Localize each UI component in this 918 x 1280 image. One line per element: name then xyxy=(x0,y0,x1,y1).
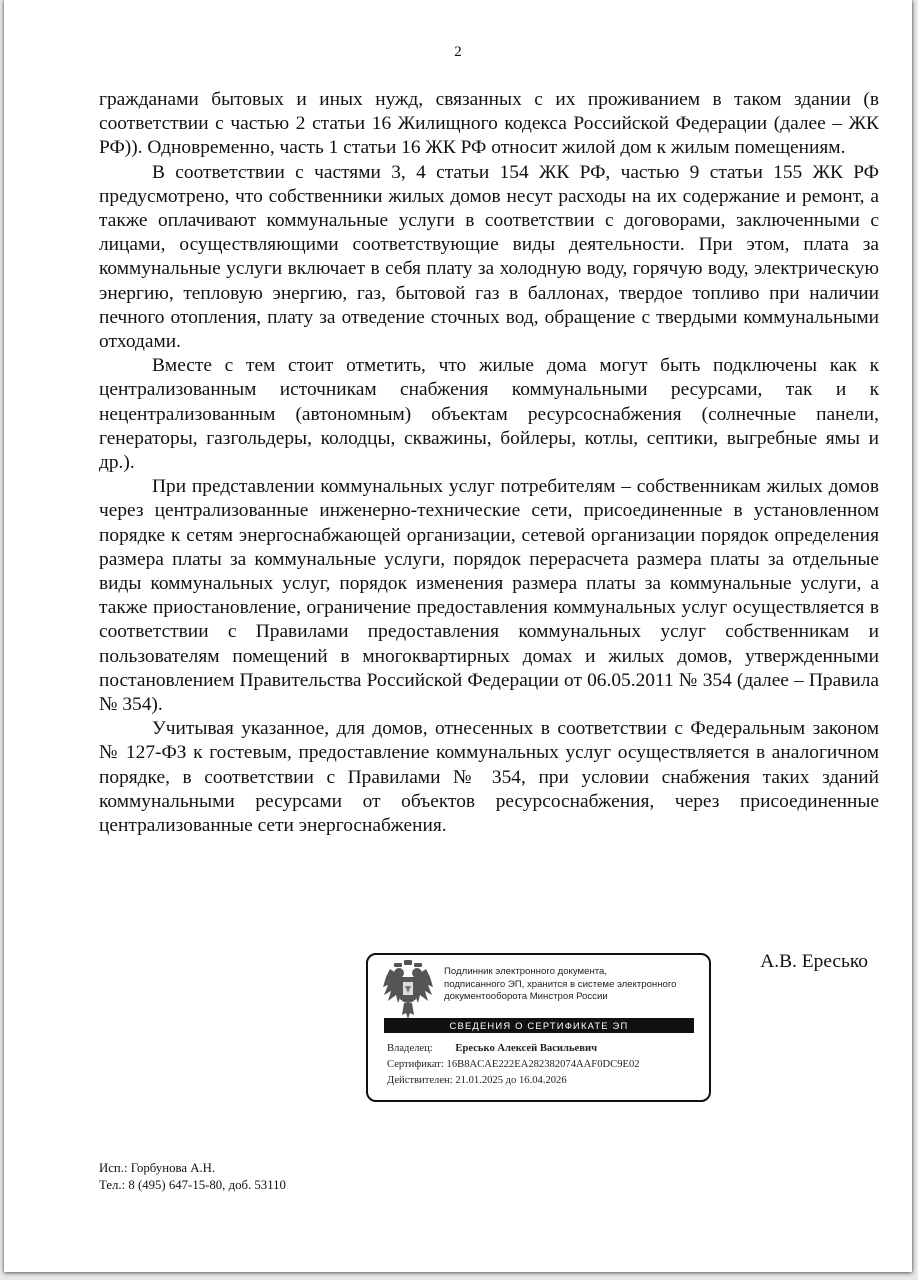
electronic-signature-stamp xyxy=(366,953,711,1102)
executor-info xyxy=(99,1160,286,1193)
certificate-label: Сертификат: xyxy=(387,1059,444,1070)
stamp-header-bar: СВЕДЕНИЯ О СЕРТИФИКАТЕ ЭП xyxy=(384,1018,694,1033)
paragraph-1: гражданами бытовых и иных нужд, связанных с их проживанием в таком здании (в соответствии с частью 2 статьи 16 Жилищного кодекса Российской Федерации (далее – ЖК РФ)). Одновременно, часть 1 статьи 16 ЖК РФ относит жилой дом к жилым помещениям. xyxy=(99,89,879,159)
certificate-row xyxy=(387,1057,702,1073)
signer-name: А.В. Ересько xyxy=(760,951,868,972)
owner-label: Владелец: xyxy=(387,1043,433,1054)
russian-coat-of-arms-icon xyxy=(382,959,434,1021)
stamp-notice xyxy=(444,966,706,1004)
certificate-details xyxy=(387,1041,702,1089)
owner-value: Ересько Алексей Васильевич xyxy=(455,1043,598,1054)
document-page xyxy=(4,0,912,1272)
executor-phone: Тел.: 8 (495) 647-15-80, доб. 53110 xyxy=(99,1177,286,1192)
stamp-notice-line: документооборота Минстроя России xyxy=(444,991,608,1002)
paragraph-2: В соответствии с частями 3, 4 статьи 154 ЖК РФ, частью 9 статьи 155 ЖК РФ предусмотрено, что собственники жилых домов несут расходы на их содержание и ремонт, а также оплачивают коммунальные услуги в соответствии с договорами, заключенными с лицами, осуществляющими соответствующие виды деятельности. При этом, плата за коммунальные услуги включает в себя плату за холодную воду, горячую воду, электрическую энергию, тепловую энергию, газ, бытовой газ в баллонах, твердое топливо при наличии печного отопления, плату за отведение сточных вод, обращение с твердыми коммунальными отходами. xyxy=(99,161,879,353)
stamp-notice-line: Подлинник электронного документа, xyxy=(444,966,608,977)
paragraph-5: Учитывая указанное, для домов, отнесенных в соответствии с Федеральным законом № 127-ФЗ к гостевым, предоставление коммунальных услуг осуществляется в аналогичном порядке, в соответствии с Правилами № 354, при условии снабжения таких зданий коммунальными ресурсами от объектов ресурсоснабжения, через присоединенные централизованные сети энергоснабжения. xyxy=(99,718,879,837)
stamp-notice-line: подписанного ЭП, хранится в системе электронного xyxy=(444,978,677,990)
page-number: 2 xyxy=(454,44,462,60)
paragraph-3: Вместе с тем стоит отметить, что жилые дома могут быть подключены как к централизованным источникам снабжения коммунальными ресурсами, так и к нецентрализованным (автономным) объектам ресурсоснабжения (солнечные панели, генераторы, газгольдеры, колодцы, скважины, бойлеры, котлы, септики, выгребные ямы и др.). xyxy=(99,355,879,474)
validity-label: Действителен: xyxy=(387,1075,453,1086)
paragraph-4: При представлении коммунальных услуг потребителям – собственникам жилых домов через централизованные инженерно-технические сети, присоединенные в установленном порядке к сетям энергоснабжающей организации, сетевой организации порядок определения размера платы за коммунальные услуги, порядок перерасчета размера платы за отдельные виды коммунальных услуг, порядок изменения размера платы за коммунальные услуги, а также приостановление, ограничение предоставления коммунальных услуг осуществляется в соответствии с Правилами предоставления коммунальных услуг собственникам и пользователям помещений в многоквартирных домах и жилых домов, утвержденными постановлением Правительства Российской Федерации от 06.05.2011 № 354 (далее – Правила № 354). xyxy=(99,476,879,716)
certificate-value: 16B8ACAE222EA282382074AAF0DC9E02 xyxy=(446,1059,640,1070)
validity-value: 21.01.2025 до 16.04.2026 xyxy=(455,1075,567,1086)
letter-body xyxy=(99,88,879,838)
validity-row xyxy=(387,1073,702,1089)
executor-name: Исп.: Горбунова А.Н. xyxy=(99,1161,216,1175)
owner-row xyxy=(387,1041,702,1057)
